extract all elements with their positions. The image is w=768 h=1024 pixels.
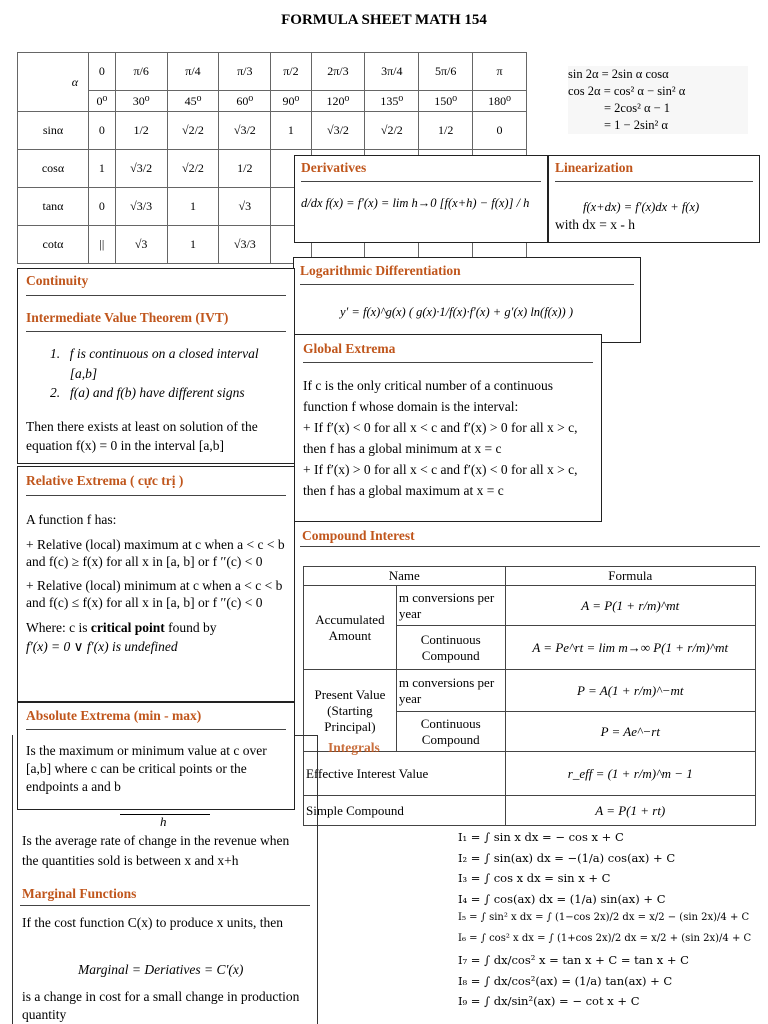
global-max-rule: + If f′(x) > 0 for all x < c and f′(x) < 0 for all x > c, then f has a global maximum at x = c — [303, 462, 578, 498]
deg-cell: 150⁰ — [419, 91, 473, 112]
m-conversions-label: m conversions per year — [396, 670, 505, 712]
continuous-label: Continuous Compound — [396, 626, 505, 670]
trig-cell: 1 — [167, 188, 219, 226]
fraction-denominator: h — [160, 814, 167, 829]
trig-cell: √3/3 — [115, 188, 167, 226]
global-title: Global Extrema — [303, 341, 593, 363]
accumulated-label: Accumulated Amount — [304, 586, 397, 670]
integral-line: I₁ = ∫ sin x dx = − cos x + C — [458, 830, 624, 844]
global-extrema-box — [294, 334, 602, 522]
row-name: sinα — [18, 112, 89, 150]
marginal-note: is a change in cost for a small change in production quantity — [22, 989, 300, 1022]
formula-accum-cont: A = Pe^rt = lim m→∞ P(1 + r/m)^mt — [505, 626, 755, 670]
critical-condition: f′(x) = 0 ∨ f′(x) is undefined — [26, 639, 178, 655]
formula-simple: A = P(1 + rt) — [505, 796, 755, 826]
integral-line: I₈ = ∫ dx/cos²(ax) = (1/a) tan(ax) + C — [458, 973, 673, 988]
trig-cell: √2/2 — [167, 150, 219, 188]
ivt-item: 1. f is continuous on a closed interval [a,b] — [50, 346, 259, 381]
identity-line: sin 2α = 2sin α cosα — [568, 67, 669, 81]
ivt-list — [50, 344, 286, 403]
formula-present-cont: P = Ae^−rt — [505, 712, 755, 752]
absolute-text: Is the maximum or minimum value at c over [a,b] where c can be critical points or the endpoints a and b — [26, 743, 267, 795]
simple-label: Simple Compound — [304, 796, 506, 826]
trig-cell: √3/2 — [219, 112, 271, 150]
deg-cell: 0⁰ — [89, 91, 116, 112]
compound-table — [303, 566, 756, 826]
derivatives-box — [294, 155, 548, 243]
trig-cell: √2/2 — [365, 112, 419, 150]
compound-title: Compound Interest — [302, 528, 415, 543]
relative-extrema-box — [17, 466, 295, 702]
trig-cell: 1/2 — [219, 150, 271, 188]
col-header-formula: Formula — [505, 567, 755, 586]
rad-cell: 2π/3 — [311, 53, 365, 91]
identity-line: = 1 − 2sin² α — [604, 118, 668, 132]
ivt-item: 2. f(a) and f(b) have different signs — [50, 385, 245, 401]
continuity-box — [17, 268, 295, 464]
rad-cell: π/6 — [115, 53, 167, 91]
present-label: Present Value (Starting Principal) — [304, 670, 397, 752]
trig-corner: α — [18, 53, 89, 112]
integral-line: I₉ = ∫ dx/sin²(ax) = − cot x + C — [458, 994, 640, 1008]
linearization-note: with dx = x - h — [555, 217, 635, 232]
page-title: FORMULA SHEET MATH 154 — [281, 12, 487, 28]
ivt-title: Intermediate Value Theorem (IVT) — [26, 310, 286, 332]
trig-cell: √3 — [219, 188, 271, 226]
deg-cell: 180⁰ — [473, 91, 527, 112]
relative-max: + Relative (local) maximum at c when a < c < b and f(c) ≥ f(x) for all x in [a, b] or f ′′(c) < 0 — [26, 536, 285, 570]
row-name: cotα — [18, 226, 89, 264]
deg-cell: 120⁰ — [311, 91, 365, 112]
continuous-label: Continuous Compound — [396, 712, 505, 752]
rad-cell: π/4 — [167, 53, 219, 91]
average-rate-text: Is the average rate of change in the revenue when the quantities sold is between x and x+h — [22, 833, 290, 868]
effective-label: Effective Interest Value — [304, 752, 506, 796]
rad-cell: 3π/4 — [365, 53, 419, 91]
deg-cell: 30⁰ — [115, 91, 167, 112]
trig-cell: √3/2 — [311, 112, 365, 150]
logdiff-box — [293, 257, 641, 343]
identity-line: cos 2α = cos² α − sin² α — [568, 84, 686, 98]
rad-cell: π — [473, 53, 527, 91]
relative-where: Where: c is critical point found by — [26, 619, 217, 635]
deg-cell: 60⁰ — [219, 91, 271, 112]
compound-title-rule — [300, 546, 760, 547]
integral-line: I₂ = ∫ sin(ax) dx = −(1/a) cos(ax) + C — [458, 850, 676, 865]
marginal-title: Marginal Functions — [22, 886, 137, 901]
trig-cell: √3/2 — [115, 150, 167, 188]
double-angle-identities — [568, 66, 748, 134]
absolute-title: Absolute Extrema (min - max) — [26, 708, 286, 730]
integral-line: I₅ = ∫ sin² x dx = ∫ (1−cos 2x)/2 dx = x/2 − (sin 2x)/4 + C — [458, 912, 750, 923]
global-min-rule: + If f′(x) < 0 for all x < c and f′(x) > 0 for all x > c, then f has a global minimum at x = c — [303, 420, 578, 456]
trig-cell: √3/3 — [219, 226, 271, 264]
trig-cell: 1 — [271, 112, 311, 150]
global-intro: If c is the only critical number of a continuous function f whose domain is the interval: — [303, 378, 554, 414]
absolute-extrema-box — [17, 702, 295, 810]
integral-line: I₇ = ∫ dx/cos² x = tan x + C = tan x + C — [458, 953, 689, 967]
trig-cell: 1 — [167, 226, 219, 264]
trig-cell: 1/2 — [115, 112, 167, 150]
ivt-conclusion: Then there exists at least on solution of the equation f(x) = 0 in the interval [a,b] — [26, 418, 258, 454]
divider-line — [12, 735, 13, 1024]
marginal-formula: Marginal = Deriatives = C′(x) — [78, 962, 244, 977]
row-name: tanα — [18, 188, 89, 226]
continuity-title: Continuity — [26, 273, 286, 296]
integrals-title: Integrals — [328, 740, 380, 755]
trig-cell: 0 — [473, 112, 527, 150]
deg-cell: 45⁰ — [167, 91, 219, 112]
rad-cell: π/2 — [271, 53, 311, 91]
derivatives-title: Derivatives — [301, 160, 541, 182]
m-conversions-label: m conversions per year — [396, 586, 505, 626]
integral-line: I₄ = ∫ cos(ax) dx = (1/a) sin(ax) + C — [458, 891, 666, 906]
derivative-formula: d/dx f(x) = f′(x) = lim h→0 [f(x+h) − f(x)] / h — [301, 196, 530, 210]
integrals-list — [458, 830, 758, 1015]
marginal-title-rule — [20, 905, 310, 906]
trig-cell: √2/2 — [167, 112, 219, 150]
rad-cell: π/3 — [219, 53, 271, 91]
trig-cell: 0 — [89, 112, 116, 150]
trig-cell: || — [89, 226, 116, 264]
trig-cell: √3 — [115, 226, 167, 264]
connector-line — [295, 735, 317, 736]
rad-cell: 0 — [89, 53, 116, 91]
row-name: cosα — [18, 150, 89, 188]
linearization-box — [548, 155, 760, 243]
linearization-formula: f(x+dx) = f′(x)dx + f(x) — [583, 200, 700, 214]
identity-line: = 2cos² α − 1 — [604, 101, 671, 115]
relative-title: Relative Extrema ( cực trị ) — [26, 473, 286, 496]
linearization-title: Linearization — [555, 160, 753, 182]
logdiff-title: Logarithmic Differentiation — [300, 263, 634, 285]
integral-line: I₃ = ∫ cos x dx = sin x + C — [458, 871, 611, 885]
formula-present-m: P = A(1 + r/m)^−mt — [505, 670, 755, 712]
deg-cell: 135⁰ — [365, 91, 419, 112]
col-header-name: Name — [304, 567, 506, 586]
rad-cell: 5π/6 — [419, 53, 473, 91]
logdiff-formula: y′ = f(x)^g(x) ( g(x)·1/f(x)·f′(x) + g′(x) ln(f(x)) ) — [340, 305, 573, 319]
formula-effective: r_eff = (1 + r/m)^m − 1 — [505, 752, 755, 796]
trig-cell: 0 — [89, 188, 116, 226]
integral-line: I₆ = ∫ cos² x dx = ∫ (1+cos 2x)/2 dx = x/2 + (sin 2x)/4 + C — [458, 932, 752, 944]
deg-cell: 90⁰ — [271, 91, 311, 112]
relative-intro: A function f has: — [26, 512, 117, 527]
relative-min: + Relative (local) minimum at c when a < c < b and f(c) ≤ f(x) for all x in [a, b] or f ′′(c) < 0 — [26, 577, 283, 611]
trig-cell: 1 — [89, 150, 116, 188]
marginal-intro: If the cost function C(x) to produce x units, then — [22, 915, 283, 930]
divider-line — [317, 735, 318, 1024]
formula-accum-m: A = P(1 + r/m)^mt — [505, 586, 755, 626]
trig-cell: 1/2 — [419, 112, 473, 150]
